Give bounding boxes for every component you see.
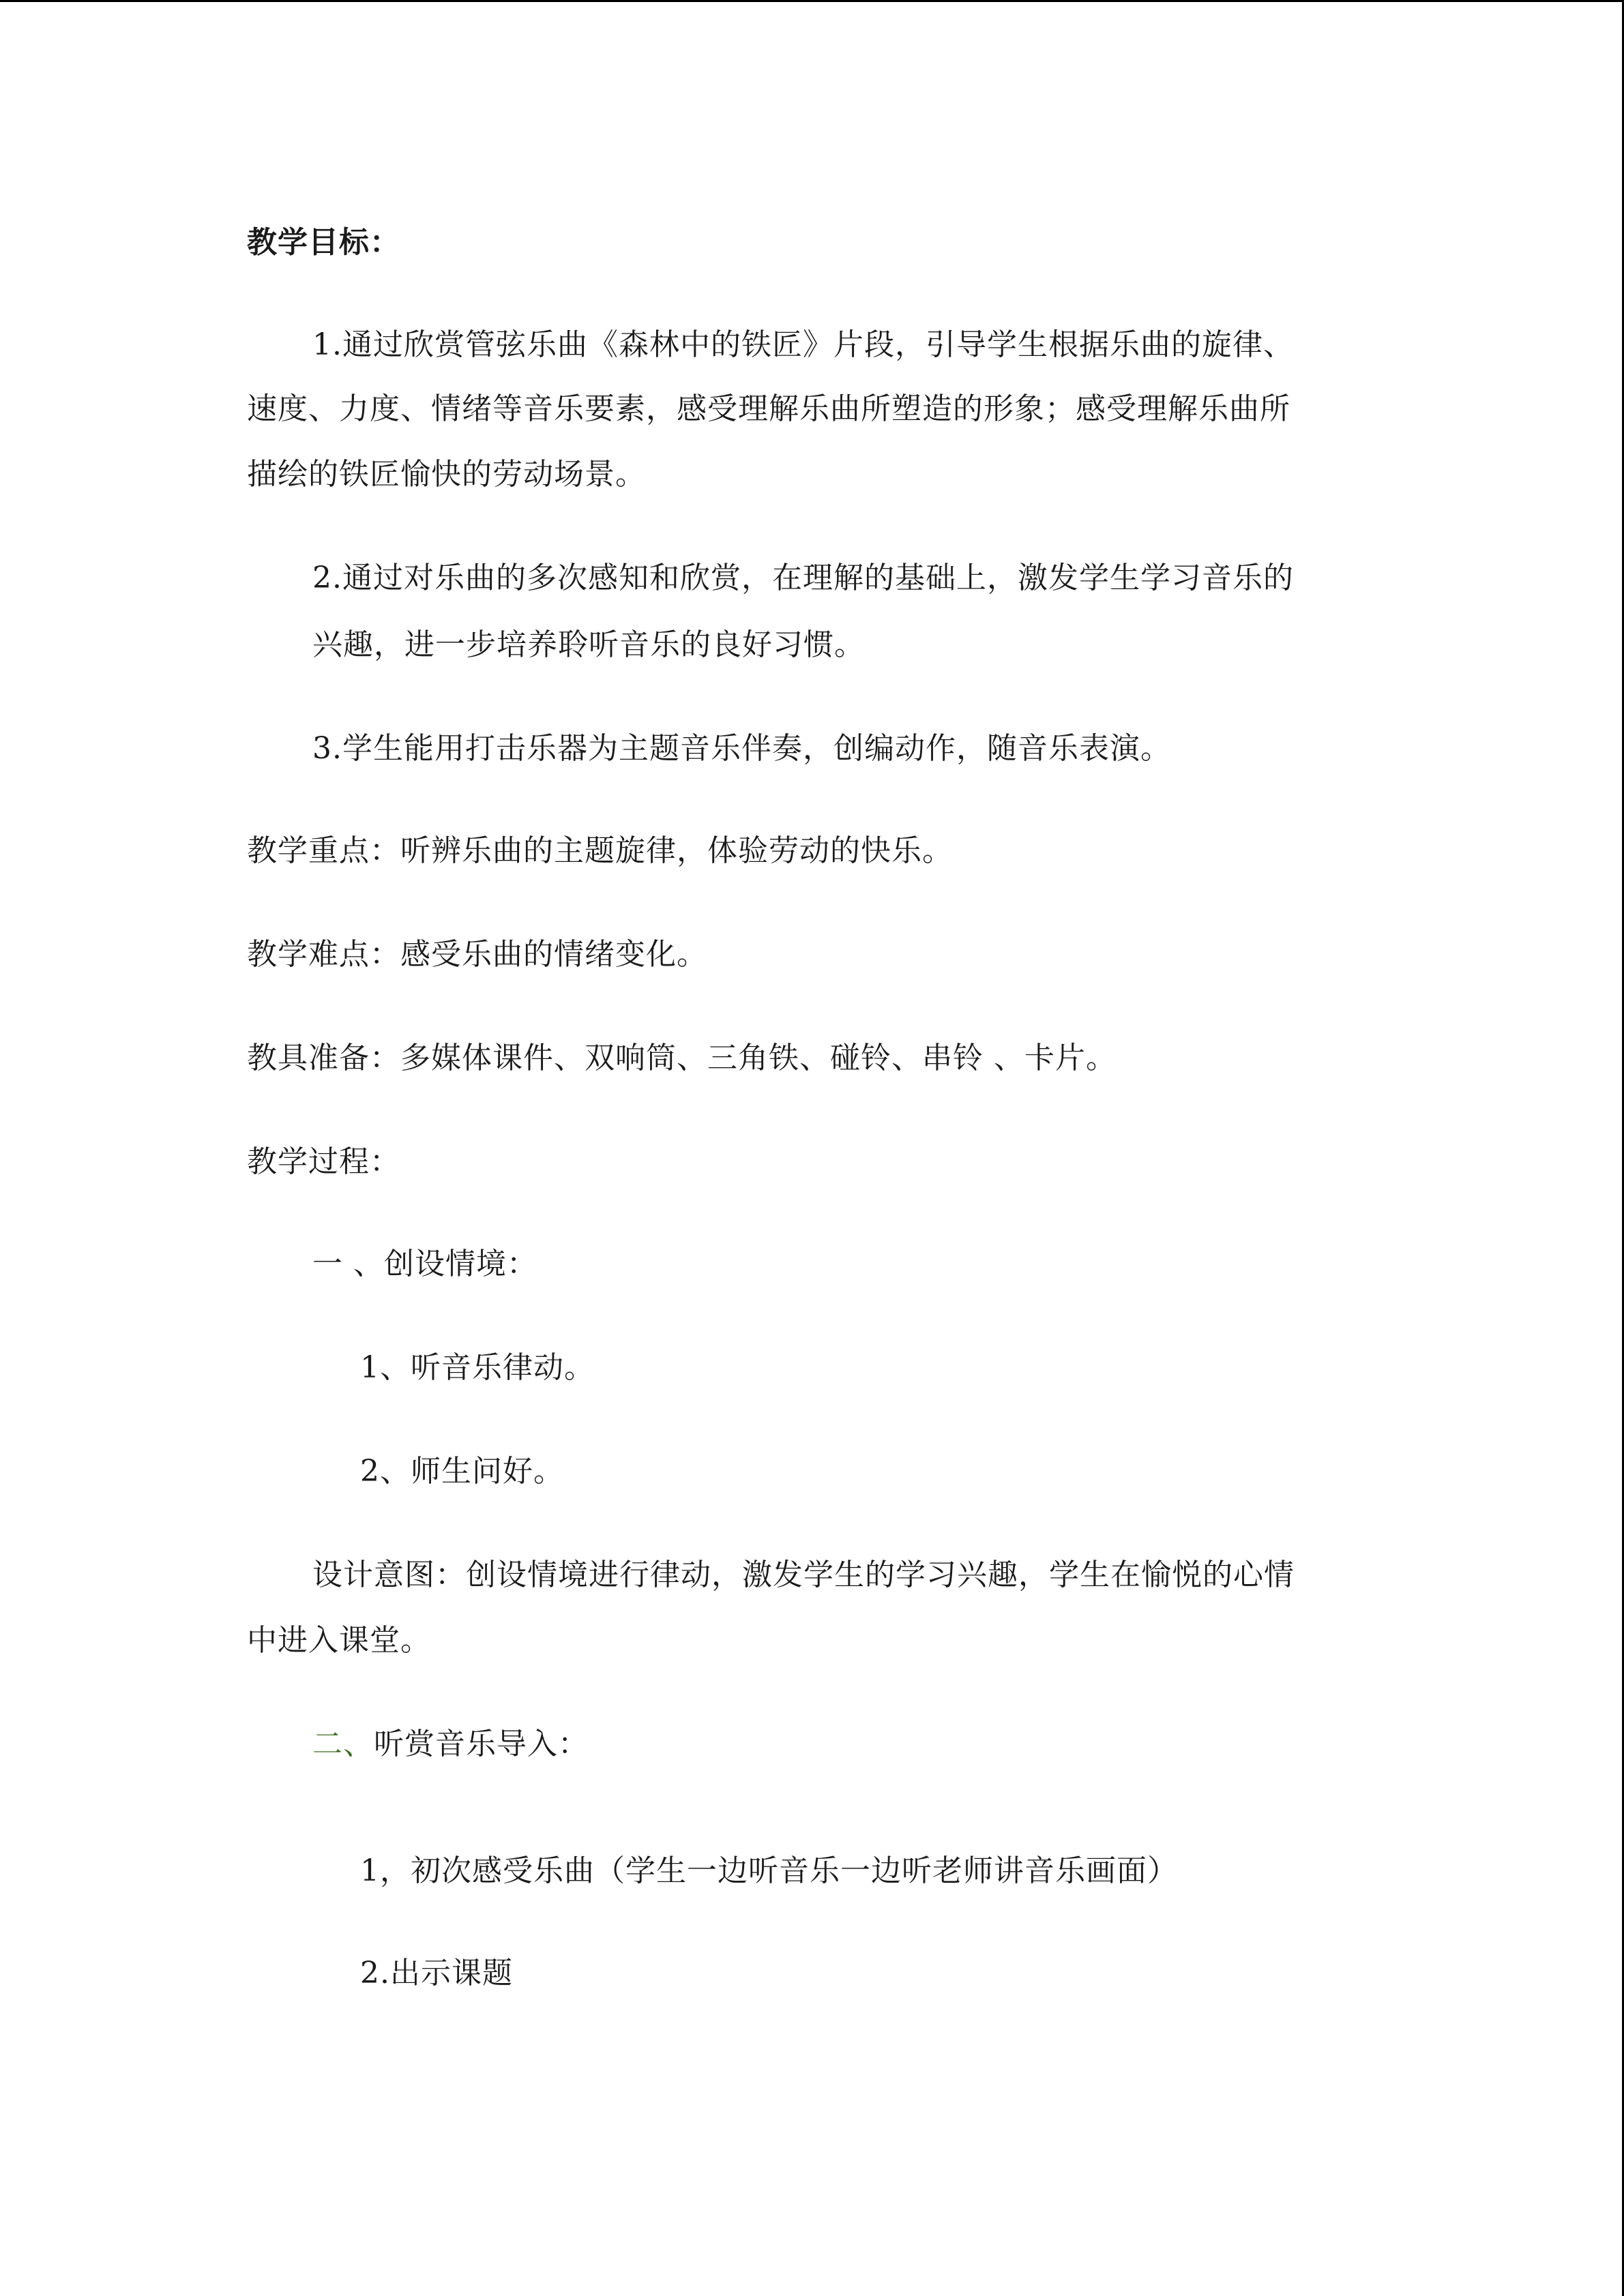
- section-1-title: 一 、创设情境：: [312, 1247, 537, 1281]
- objective-3: 3.学生能用打击乐器为主题音乐伴奏，创编动作，随音乐表演。: [312, 731, 1171, 766]
- section-2-step-1: 1，初次感受乐曲（学生一边听音乐一边听老师讲音乐画面）: [360, 1853, 1178, 1888]
- section-2-step-2: 2.出示课题: [360, 1956, 513, 1991]
- design-intent-line-2: 中进入课堂。: [247, 1623, 431, 1658]
- design-intent-line-1: 设计意图：创设情境进行律动，激发学生的学习兴趣，学生在愉悦的心情: [312, 1557, 1295, 1592]
- objective-1-line-3: 描绘的铁匠愉快的劳动场景。: [247, 457, 646, 492]
- section-2-number: 二、: [312, 1727, 374, 1761]
- difficulty: 教学难点：感受乐曲的情绪变化。: [247, 937, 707, 972]
- process-heading: 教学过程：: [247, 1144, 400, 1179]
- objectives-heading: 教学目标：: [247, 225, 400, 260]
- objective-2-line-2: 兴趣，进一步培养聆听音乐的良好习惯。: [312, 627, 865, 662]
- section-1-step-1: 1、听音乐律动。: [360, 1350, 595, 1385]
- objective-1-line-1: 1.通过欣赏管弦乐曲《森林中的铁匠》片段，引导学生根据乐曲的旋律、: [312, 327, 1294, 362]
- objective-2-line-1: 2.通过对乐曲的多次感知和欣赏，在理解的基础上，激发学生学习音乐的: [312, 561, 1294, 595]
- section-1-step-2: 2、师生问好。: [360, 1454, 564, 1489]
- section-2-title: 听赏音乐导入：: [374, 1727, 589, 1761]
- key-point: 教学重点：听辨乐曲的主题旋律，体验劳动的快乐。: [247, 833, 953, 868]
- objective-1-line-2: 速度、力度、情绪等音乐要素，感受理解乐曲所塑造的形象；感受理解乐曲所: [247, 391, 1290, 426]
- section-2-heading: [312, 1725, 589, 1763]
- materials: 教具准备：多媒体课件、双响筒、三角铁、碰铃、串铃 、卡片。: [247, 1041, 1117, 1075]
